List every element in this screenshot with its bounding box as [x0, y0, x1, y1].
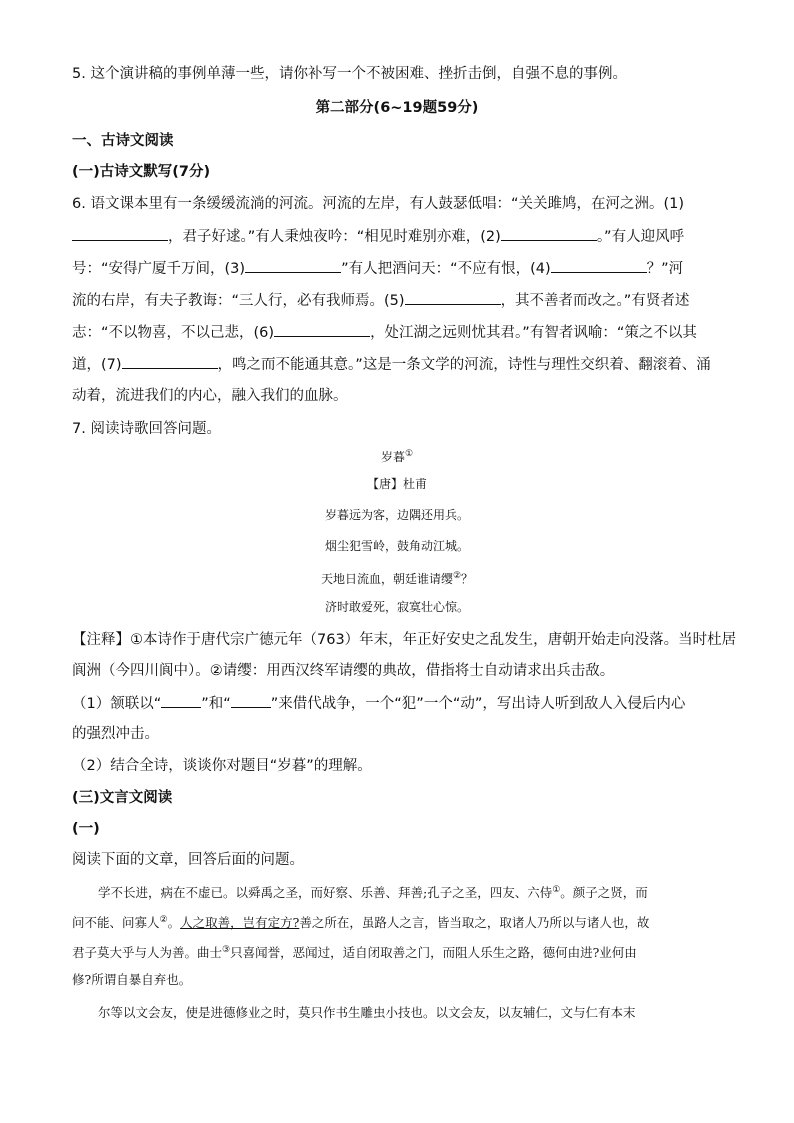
q6-text: 流的右岸，有夫子教诲：“三人行，必有我师焉。(5): [72, 293, 405, 309]
underlined-sentence: 人之取善，岂有定方?: [180, 915, 300, 931]
poem-text: ？: [461, 572, 474, 586]
answer-blank-1[interactable]: [72, 226, 168, 241]
part-2-title: 第二部分(6~19题59分): [315, 100, 479, 116]
reading-prompt: 阅读下面的文章，回答后面的问题。: [72, 852, 304, 868]
q6-line-1: 6. 语文课本里有一条缓缓流淌的河流。河流的左岸，有人鼓瑟低唱：“关关雎鸠，在河之洲。(1): [72, 196, 684, 212]
question-5: 5. 这个演讲稿的事例单薄一些，请你补写一个不被困难、挫折击倒，自强不息的事例。: [72, 66, 627, 82]
answer-blank-2[interactable]: [501, 226, 597, 241]
passage-text: 只喜闻誉，恶闻过，适自闭取善之门，而阻人乐生之路，德何由进?业何由: [230, 945, 637, 961]
q6-text: ，君子好逑。”有人秉烛夜吟：“相见时难别亦难，(2): [168, 229, 501, 245]
poem-text: 天地日流血，朝廷谁请缨: [320, 572, 453, 586]
q6-text: 。”有人迎风呼: [596, 229, 685, 245]
poem-line-2: 烟尘犯雪岭，鼓角动江城。: [324, 539, 469, 553]
answer-blank-3[interactable]: [245, 258, 341, 273]
q6-text: ？”河: [646, 261, 684, 277]
passage-line-1: [72, 876, 722, 907]
answer-blank-8[interactable]: [161, 693, 201, 708]
section-3-title: (三)文言文阅读: [72, 790, 173, 806]
subsection-one: (一): [72, 821, 100, 837]
passage-text: 善之所在，虽路人之言，皆当取之，取诸人乃所以与诸人也，故: [299, 915, 650, 931]
answer-blank-5[interactable]: [405, 290, 501, 305]
q7-sub-2: （2）结合全诗，谈谈你对题目“岁暮”的理解。: [72, 758, 372, 774]
passage-text: 问不能、问寡人: [72, 915, 160, 931]
q6-line-6: [72, 354, 711, 375]
q6-text: ，其不善者而改之。”有贤者述: [500, 293, 690, 309]
q7-sub-1-cont: 的强烈冲击。: [72, 726, 159, 742]
q6-line-5: [72, 322, 697, 343]
passage-line-5: 尔等以文会友，使是进德修业之时，莫只作书生雕虫小技也。以文会友，以友辅仁，文与仁有本末: [98, 1005, 636, 1020]
footnote-marker: ②: [452, 571, 462, 581]
notes-line-1: 【注释】①本诗作于唐代宗广德元年（763）年末，年正好安史之乱发生，唐朝开始走向没落。当时杜居: [72, 632, 737, 648]
poem-title: [0, 445, 794, 466]
passage-text: 。颜子之贤，而: [560, 885, 648, 901]
answer-blank-7[interactable]: [122, 354, 218, 369]
passage-text: 君子莫大乎与人为善。曲士: [72, 945, 223, 961]
footnote-marker: ②: [159, 915, 168, 925]
passage-line-4: 修?所谓自暴自弃也。: [72, 972, 192, 987]
answer-blank-4[interactable]: [551, 258, 647, 273]
q7-text: （1）颔联以“: [72, 696, 162, 712]
q6-text: ”有人把酒问天：“不应有恨，(4): [341, 261, 551, 277]
poem-line-4: 济时敢爱死，寂寞壮心惊。: [324, 600, 469, 614]
q6-line-4: [72, 290, 689, 311]
subsection-1-title: (一)古诗文默写(7分): [72, 164, 211, 180]
q6-text: 志：“不以物喜，不以己悲，(6): [72, 325, 275, 341]
q6-text: ，鸣之而不能通其意。”这是一条文学的河流，诗性与理性交织着、翻滚着、涌: [217, 357, 711, 373]
q7-sub-1: [72, 693, 685, 714]
q6-text: ，处江湖之远则忧其君。”有智者讽喻：“策之不以其: [370, 325, 697, 341]
footnote-marker: ①: [404, 449, 414, 459]
answer-blank-9[interactable]: [231, 693, 271, 708]
passage-text: 学不长进，病在不虚已。以舜禹之圣，而好察、乐善、拜善;孔子之圣，四友、六侍: [98, 885, 553, 901]
passage-line-3: [72, 936, 722, 967]
q6-text: 道，(7): [72, 357, 122, 373]
question-7: 7. 阅读诗歌回答问题。: [72, 421, 221, 437]
section-1-title: 一、古诗文阅读: [72, 133, 174, 149]
footnote-marker: ③: [222, 945, 231, 955]
poem-line-1: 岁暮远为客，边隅还用兵。: [324, 508, 469, 522]
answer-blank-6[interactable]: [274, 322, 370, 337]
q6-text: 号：“安得广厦千万间，(3): [72, 261, 246, 277]
q6-line-3: [72, 258, 683, 279]
poem-line-3: [0, 567, 794, 588]
passage-line-2: 问不能、问寡人②。人之取善，岂有定方?善之所在，虽路人之言，皆当取之，取诸人乃所以与诸人也，故: [72, 915, 650, 931]
q6-line-2: [72, 226, 684, 247]
notes-line-2: 阆洲（今四川阆中）。②请缨：用西汉终军请缨的典故，借指将士自动请求出兵击敌。: [72, 663, 615, 679]
q7-text: ”和“: [201, 696, 231, 712]
poem-author: 【唐】杜甫: [366, 477, 427, 491]
footnote-marker: ①: [552, 885, 561, 895]
q7-text: ”来借代战争，一个“犯”一个“动”，写出诗人听到敌人入侵后内心: [270, 696, 686, 712]
poem-title-text: 岁暮: [380, 450, 405, 464]
q6-line-7: 动着，流进我们的内心，融入我们的血脉。: [72, 388, 348, 404]
